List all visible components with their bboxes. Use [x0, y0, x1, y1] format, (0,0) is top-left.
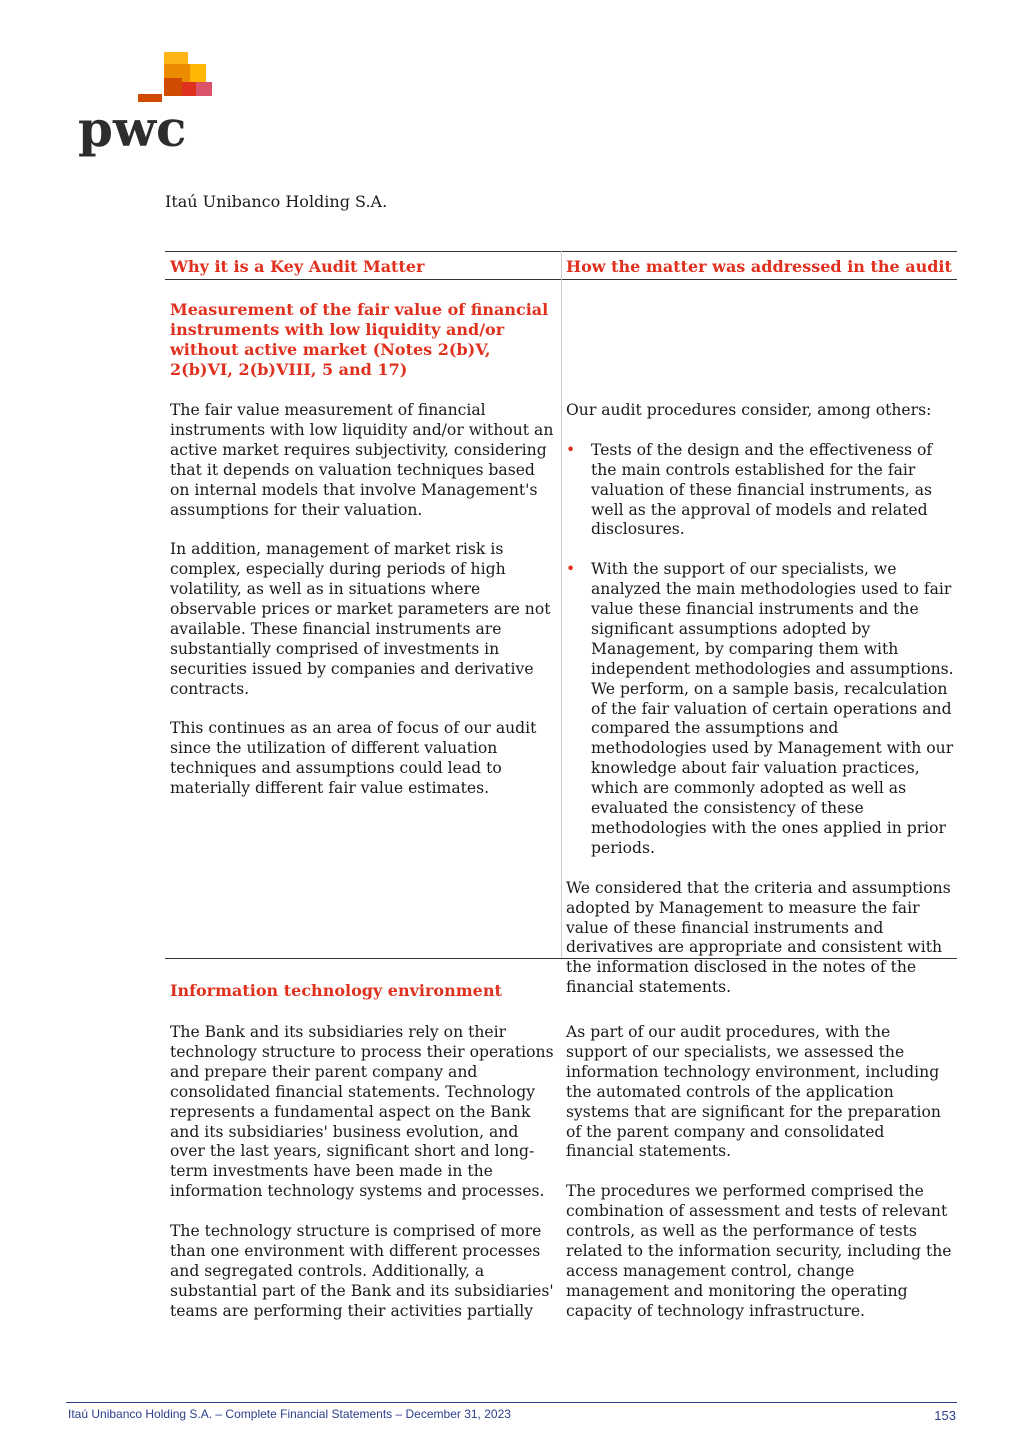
section1-title: Measurement of the fair value of financial instruments with low liquidity and/or without active market (Notes 2(b)V, 2(b)VI, 2(b)VIII, 5 and 17)	[170, 300, 549, 379]
section2-right-paragraph: As part of our audit procedures, with the support of our specialists, we assessed the information technology environment, including the automated controls of the application systems that are significant for the preparation of the parent company and consolidated financial statements.	[566, 1023, 941, 1161]
page-number: 153	[934, 1408, 956, 1423]
section1-right-intro: Our audit procedures consider, among others:	[566, 401, 932, 419]
section2-left-paragraph: The technology structure is comprised of more than one environment with different processes and segregated controls. Additionally, a substantial part of the Bank and its subsidiaries' teams are performing their activities partially	[170, 1222, 554, 1320]
section2-left-paragraph: The Bank and its subsidiaries rely on their technology structure to process their operations and prepare their parent company and consolidated financial statements. Technology represents a fundamental aspect on the Bank and its subsidiaries' business evolution, and over the last years, significant short and long-term investments have been made in the information technology systems and processes.	[170, 1023, 554, 1201]
col2-header: How the matter was addressed in the audit	[566, 257, 952, 276]
section2-left-column	[170, 1023, 555, 1341]
company-name: Itaú Unibanco Holding S.A.	[165, 192, 388, 211]
col1-header: Why it is a Key Audit Matter	[170, 257, 425, 276]
section1-right-column	[566, 401, 954, 1018]
section1-left-paragraph: This continues as an area of focus of our audit since the utilization of different valuation techniques and assumptions could lead to materially different fair value estimates.	[170, 719, 537, 798]
section2-right-paragraph: The procedures we performed comprised the combination of assessment and tests of relevant controls, as well as the performance of tests related to the information security, including the access management control, change management and monitoring the operating capacity of technology infrastructure.	[566, 1182, 952, 1320]
section1-left-column	[170, 401, 555, 819]
list-item: • With the support of our specialists, we analyzed the main methodologies used to fair value these financial instruments and the significant assumptions adopted by Management, by comparing them with independent methodologies and assumptions. We perform, on a sample basis, recalculation of the fair valuation of certain operations and compared the assumptions and methodologies used by Management with our knowledge about fair valuation practices, which are commonly adopted as well as evaluated the consistency of these methodologies with the ones applied in prior periods.	[566, 560, 954, 857]
section2-title: Information technology environment	[170, 981, 502, 1000]
footer-text: Itaú Unibanco Holding S.A. – Complete Financial Statements – December 31, 2023	[68, 1407, 511, 1421]
list-item: • Tests of the design and the effectiveness of the main controls established for the fair valuation of these financial instruments, as well as the approval of models and related disclosures.	[566, 440, 933, 539]
section1-right-conclusion: We considered that the criteria and assumptions adopted by Management to measure the fair value of these financial instruments and derivatives are appropriate and consistent with the information disclosed in the notes of the financial statements.	[566, 878, 951, 997]
section1-procedure-list	[566, 441, 954, 859]
section1-left-paragraph: In addition, management of market risk is complex, especially during periods of high volatility, as well as in situations where observable prices or market parameters are not available. These financial instruments are substantially comprised of investments in securities issued by companies and derivative contracts.	[170, 540, 551, 698]
section2-right-column	[566, 1023, 954, 1341]
section1-left-paragraph: The fair value measurement of financial instruments with low liquidity and/or without an active market requires subjectivity, considering that it depends on valuation techniques based on internal models that involve Management's assumptions for their valuation.	[170, 401, 554, 519]
pwc-logo-mark	[78, 52, 218, 160]
footer-divider	[66, 1402, 957, 1403]
logo-wordmark: pwc	[78, 99, 187, 158]
pwc-logo	[78, 52, 218, 160]
bullet-icon: •	[566, 560, 576, 579]
bullet-icon: •	[566, 440, 576, 459]
